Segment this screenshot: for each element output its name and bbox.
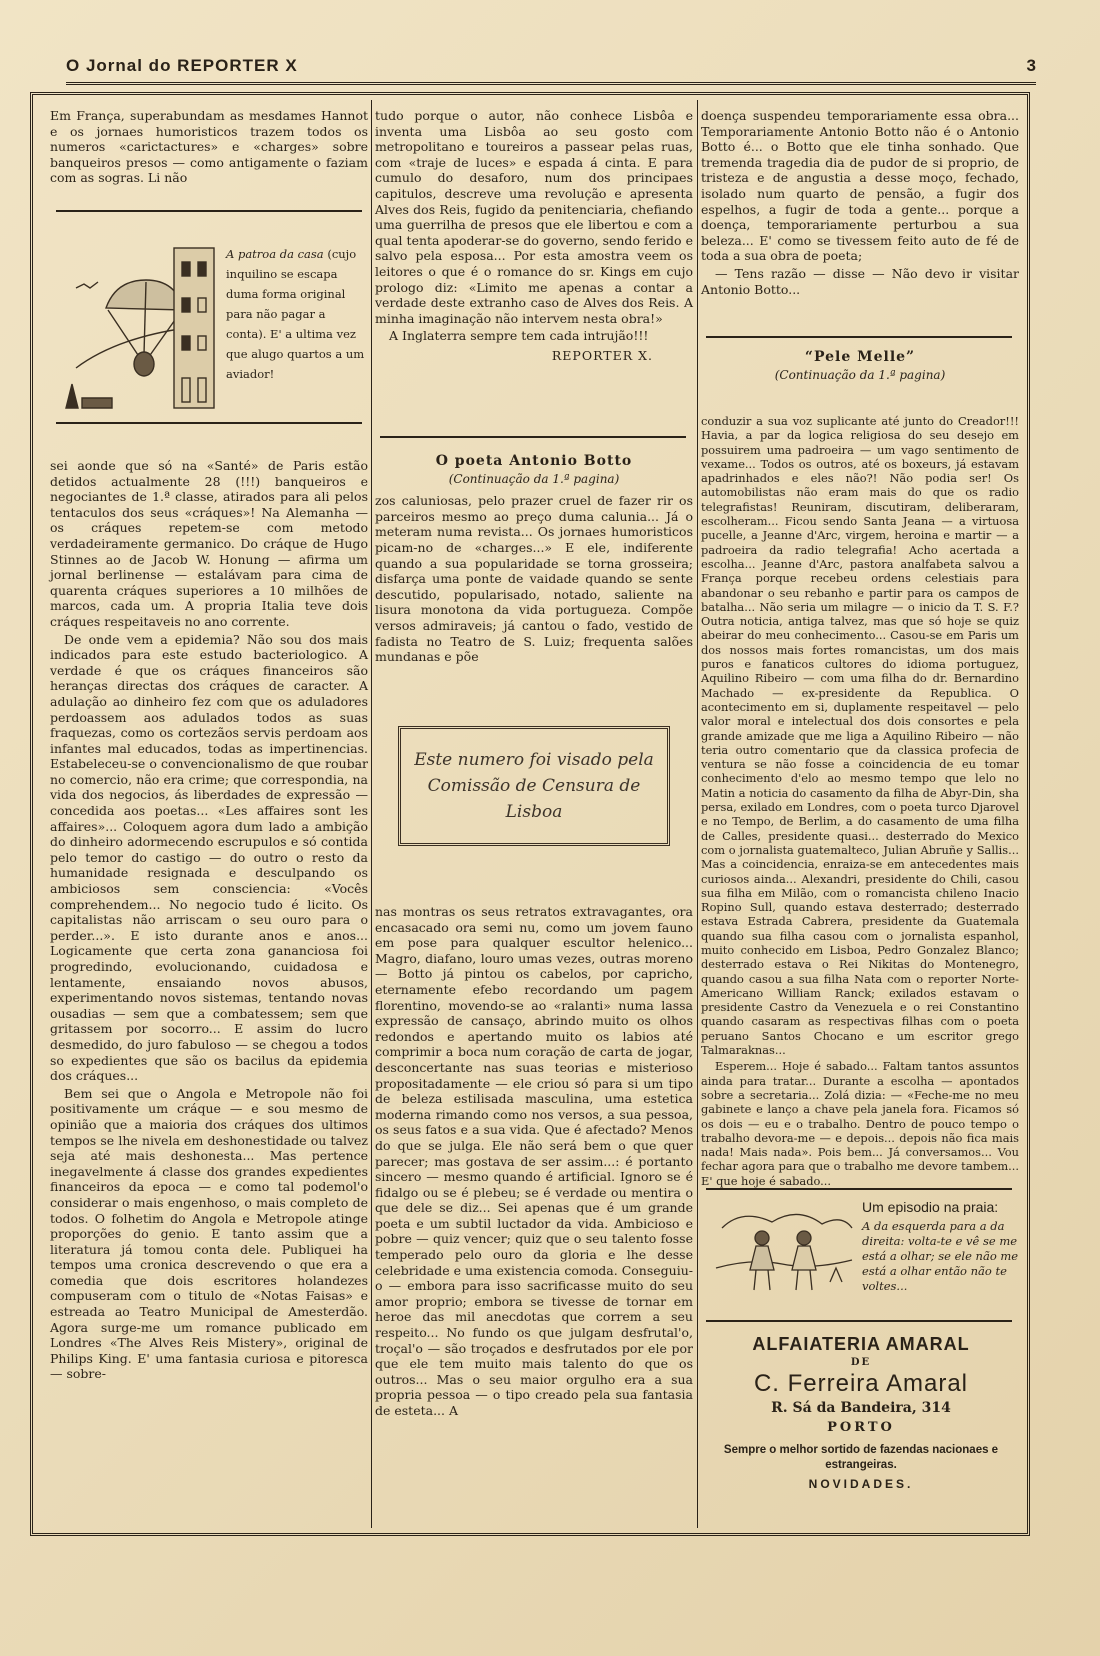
signature: REPORTER X. (551, 347, 653, 363)
article-title: O poeta Antonio Botto (435, 453, 633, 469)
column-1-body (50, 458, 368, 1524)
column-1-intro (50, 108, 368, 204)
paragraph: nas montras os seus retratos extravagantes, ora encasacado ora semi nu, como um jovem fauno em pose para qualquer escultor helenico... Magro, diafano, louro umas vezes, outras moreno — Botto já pintou os cabelos, por capricho, eternamente efebo recordando um pagem florentino, movendo-se ao «ralanti» numa lassa expressão de cansaço, abrindo muito os olhos redondos e apertando muito os labios até comprimir a boca num coração de carta de jogar, desconcertante nas suas teorias e misterioso propositadamente — ele criou só para si um tipo de beleza estilisada masculina, uma estetica moderna rimando como nos versos, a sua pessoa, os seus fatos e a sua vida. Que é afectado? Menos do que se julga. Ele não será bem o que quer parecer; mas gostava de ser assim...: é portanto sincero — mesmo quando é artificial. Ignoro se é fidalgo ou se é plebeu; se é verdade ou mentira o que dele se diz... Sei apenas que é um grande poeta e um subtil luctador da vida. Ambicioso e pobre — quiz vencer; quiz que o seu talento fosse temperado pelo ouro da gloria e lhe desse celebridade e uma existencia comoda. Conseguiu-o — embora para isso sacrificasse muito do seu amor proprio; embora se tivesse de tornar em heroe das mil anecdotas que correm a seu respeito... No fundo os que julgam desfrutal'o, troçal'o — são troçados e desfrutados por ele por que ele tem muito mais talento do que os outros... Mas o seu maior orgulho era a sua propria pessoa — o tipo creado pela sua fantasia de esteta... A (375, 904, 693, 1418)
beach-cartoon-text: A da esquerda para a da direita: volta-te e vê se me está a olhar; se ele não me está a olhar então não te voltes... (862, 1219, 1019, 1293)
page-header (66, 56, 1036, 80)
cartoon-caption-body: (cujo inquilino se escapa duma forma original para não pagar a conta). E' a ultima vez que alugo quartos a um aviador! (226, 247, 365, 381)
cartoon-caption (226, 244, 368, 384)
paragraph: tudo porque o autor, não conhece Lisbôa e inventa uma Lisbôa ao seu gosto com metropolitano e toureiros a passear pelas ruas, com «traje de luces» e espada á cinta. E para cumulo do desaforo, num dos principaes capitulos, descreve uma revolução e apresenta Alves dos Reis, fugido da penitenciaria, chefiando uma guerrilha de presos que ele libertou e com a qual tenta apoderar-se do governo, sendo ferido e salvo pela esposa... Por esta amostra veem os leitores o que é o romance do sr. Kings em cujo prologo diz: «Limito me apenas a contar a verdade deste extranho caso de Alves dos Reis. A minha imaginação não intervem nesta obra!» (375, 108, 693, 326)
column-2-top (375, 108, 693, 432)
parachute-cartoon (56, 218, 224, 414)
ad-city: PORTO (827, 1420, 895, 1435)
paragraph: — Tens razão — disse — Não devo ir visitar Antonio Botto... (701, 265, 1019, 297)
paragraph: sei aonde que só na «Santé» de Paris estão detidos actualmente 28 (!!!) banqueiros e negociantes de 1.ª classe, atirados para ali pelos tentaculos dos seus «cráques»! Na Alemanha — os cráques repetem-se com metodo verdadeiramente germanico. Do cráque de Hugo Stinnes ao de Jacob W. Honung — afirma um jornal berlinense — estalávam para cima de quarenta cráques superiores a 10 milhões de marcos, cada um. A propria Italia teve dois cráques respeitaveis no ano corrente. (50, 458, 368, 629)
article-subtitle: (Continuação da 1.ª pagina) (774, 367, 946, 382)
section-rule (56, 422, 362, 424)
ad-owner-name: C. Ferreira Amaral (753, 1370, 969, 1397)
section-rule (706, 1320, 1012, 1322)
pele-melle-heading (701, 344, 1019, 406)
beach-cartoon-caption (862, 1200, 1022, 1294)
article-subtitle: (Continuação da 1.ª pagina) (448, 471, 620, 486)
cartoon-caption-title: A patroa da casa (226, 247, 324, 261)
column-divider (371, 100, 372, 1528)
paragraph: Esperem... Hoje é sabado... Faltam tantos assuntos ainda para tratar... Durante a escolha — apontados sobre a secretaria... Zolá dizia: — «Feche-me no meu gabinete e lanço a chave pela janela fora. Ficamos só os dois — eu e o trabalho. Dentro de pouco tempo o trabalho devora-me — e depois... depois não fica mais nada! Mais nada». Pois bem... Já conversamos... Vou fechar agora para que o trabalho me devore tambem... E' que hoje é sabado... (701, 1059, 1019, 1188)
botto-article-top (375, 448, 693, 710)
paragraph: Em França, superabundam as mesdames Hannot e os jornaes humoristicos trazem todos os numeros «carictactures» e «charges» sobre banqueiros presos — como antigamente o faziam com as sogras. Li não (50, 108, 368, 186)
ad-business-name: ALFAIATERIA AMARAL (752, 1334, 970, 1354)
paragraph: Bem sei que o Angola e Metropole não foi positivamente um cráque — e sou mesmo de opinião que a maioria dos cráques dos ultimos tempos se lhe nivela em deshonestidade ou talvez seja até mais deshonesta... Mas pertence inegavelmente á classe dos grandes expedientes financeiros da epoca — e como tal podemol'o considerar o mais engenhoso, o mais completo de todos. O folhetim do Angola e Metropole atinge proporções do genio. E tanto assim que a literatura já tomou conta dele. Publiquei ha tempos uma cronica descrevendo o que era a comedia que dois escritores holandezes compuseram com o titulo de «Notas Faisas» e estreada ao Teatro Municipal de Amesterdão. Agora surge-me um romance publicado em Londres «The Alves Reis Mistery», original de Philips King. E' uma fantasia curiosa e pitoresca — sobre- (50, 1085, 368, 1382)
censorship-stamp (398, 726, 670, 846)
paragraph: De onde vem a epidemia? Não sou dos mais indicados para este estudo bacteriologico. A verdade é que os cráques financeiros são heranças directas dos cráques de caracter. A adulação ao dinheiro fez com que os aduladores perdoassem aos adulados todos as suas fraquezas, como os cortezãos servis perdoam aos infantes mal educados, todas as impertinencias. Estabeleceu-se o convencionalismo de que roubar no comercio, não era crime; que correspondia, na vida dos negocios, ás liberdades de expressão — concedida aos poetas... «Les affaires sont les affaires»... Coloquem agora dum lado a ambição do dinheiro adormecendo escrupulos e só contida pelo temor do castigo — do outro o resto da humanidade resignada e desculpando os ambiciosos sem consciencia: «Vocês comprehendem... No negocio tudo é licito. Os capitalistas não arriscam o seu ouro para o perder...». E isto durante anos e anos... Logicamente que certa zona gananciosa foi progredindo, evolucionando, cuidadosa e lentamente, ensaiando novos abusos, experimentando novos sistemas, tentando novas ousadias — sem que a combatessem; sem que gritassem por socorro... E assim do lucro desmedido, do juro fabuloso — se chegou a todos so expedientes que são os bacilus da epidemia dos cráques... (50, 631, 368, 1084)
section-rule (706, 1188, 1012, 1190)
newspaper-title: O Jornal do REPORTER X (66, 56, 298, 75)
header-rule (66, 82, 1036, 85)
paragraph: conduzir a sua voz suplicante até junto do Creador!!! Havia, a par da logica religiosa do seu desejo em possuirem uma padroeira — um vago sentimento de vexame... Todos os outros, até os boxeurs, já estavam apadrinhados e eles não?! Não podia ser! Os automobilistas não eram mais do que os radio telegrafistas! Reuniram, discutiram, deliberaram, escolheram... Ficou sendo Santa Jeana — a virtuosa pucelle, a Jeanne d'Arc, virgem, heroina e martir — a padroeira da radio telegrafia! Acho acertada a escolha... Jeanne d'Arc, pastora analfabeta salvou a França porque recebeu ordens celestiais para abandonar o seu rebanho e partir para os campos de batalha... Não seria um milagre — o inicio da T. S. F.? Outra noticia, antiga talvez, mas que só hoje se quiz abeirar do meu conhecimento... Casou-se em Paris um dos nossos mais fortes romancistas, um dos mais puros e fanaticos cultores do idioma portuguez, Aquilino Ribeiro — com uma filha do dr. Bernardino Machado — ex-presidente da Republica. O acontecimento em si, duplamente respeitavel — pelo valor moral e intelectual dos dois consortes e pela grande amizade que me liga a Aquilino Ribeiro — não teria outro comentario que da classica profecia de ventura se não fosse a coincidencia de eu tomar conhecimento d'elo ao mesmo tempo que lelo no Matin a noticia do casamento da filha de Abyr-Din, sha persa, exilado em Londres, com o poeta turco Djarovel e no Tempo, de Berlim, a do casamento de uma filha de Calles, presidente quasi... desterrado do Mexico com o jornalista guatemalteco, Julian Abruñe y Sallis... Mas a coincidencia, enraiza-se em antecedentes mais curiosos ainda... Alexandri, presidente do Chili, casou sua filha em Milão, com o romancista chileno Inacio Ropino Sull, quando estava desterrado; desterrado estava Estrada Cabrera, presidente da Guatemala quando sua filha casou com o jornalista espanhol, muito conhecido em Lisboa, Pedro Gonzalez Blanco; desterrado estava o Rei Nikitas do Montenegro, quando casou a sua filha Nata com o reporter Norte-Americano William Ranck; exilados estavam o presidente Castro da Venezuela e o rei Constantino quando casaram as respectivas filhas com o poeta peruano Santos Chocano e um escritor grego Talmaraknas... (701, 414, 1019, 1058)
botto-article-bottom (375, 904, 693, 1524)
pele-melle-body (701, 414, 1019, 1188)
column-divider (697, 100, 698, 1528)
section-rule (56, 210, 362, 212)
paragraph: A Inglaterra sempre tem cada intrujão!!! (389, 328, 649, 344)
beach-cartoon-title: Um episodio na praia: (862, 1199, 999, 1215)
section-rule (380, 436, 686, 438)
beach-cartoon (712, 1198, 858, 1294)
censorship-stamp-text: Este numero foi visado pela Comissão de Censura de Lisboa (414, 750, 654, 822)
ad-address: R. Sá da Bandeira, 314 (771, 1400, 951, 1416)
tailor-advertisement (705, 1334, 1017, 1491)
paragraph: doença suspendeu temporariamente essa obra... Temporariamente Antonio Botto não é o Antonio Botto é... o Botto que ele tinha sonhado. Que tremenda tragedia dia de pudor de si proprio, de tristeza e de angustia a desse moço, fechado, isolado num quarto de pensão, a fugir dos espelhos, a fugir de toda a gente... porque a doença, temporariamente perturbou a sua beleza... E' como se tivessem feito auto de fé de toda a sua obra de poeta; (701, 108, 1019, 264)
ad-slogan: Sempre o melhor sortido de fazendas nacionaes e estrangeiras. (723, 1444, 999, 1471)
column-3-top (701, 108, 1019, 326)
section-rule (706, 336, 1012, 338)
ad-connector: DE (850, 1357, 872, 1368)
page-number: 3 (1026, 56, 1036, 75)
ad-novelties: NOVIDADES. (808, 1477, 914, 1491)
article-title: “Pele Melle” (804, 349, 916, 365)
paragraph: zos caluniosas, pelo prazer cruel de fazer rir os parceiros mesmo ao preço duma calunia... Já o meteram numa revista... Os jornaes humoristicos picam-no de «charges...» E ele, indiferente quando a sua popularidade se torna grosseira; disfarça uma ponte de vaidade quando se sente descutido, popularisado, notado, saliente na lisura monotona da vida portugueza. Compõe versos admiraveis; já cantou o fado, vestido de fadista no Teatro de S. Luiz; frequenta salões mundanas e põe (375, 493, 693, 665)
